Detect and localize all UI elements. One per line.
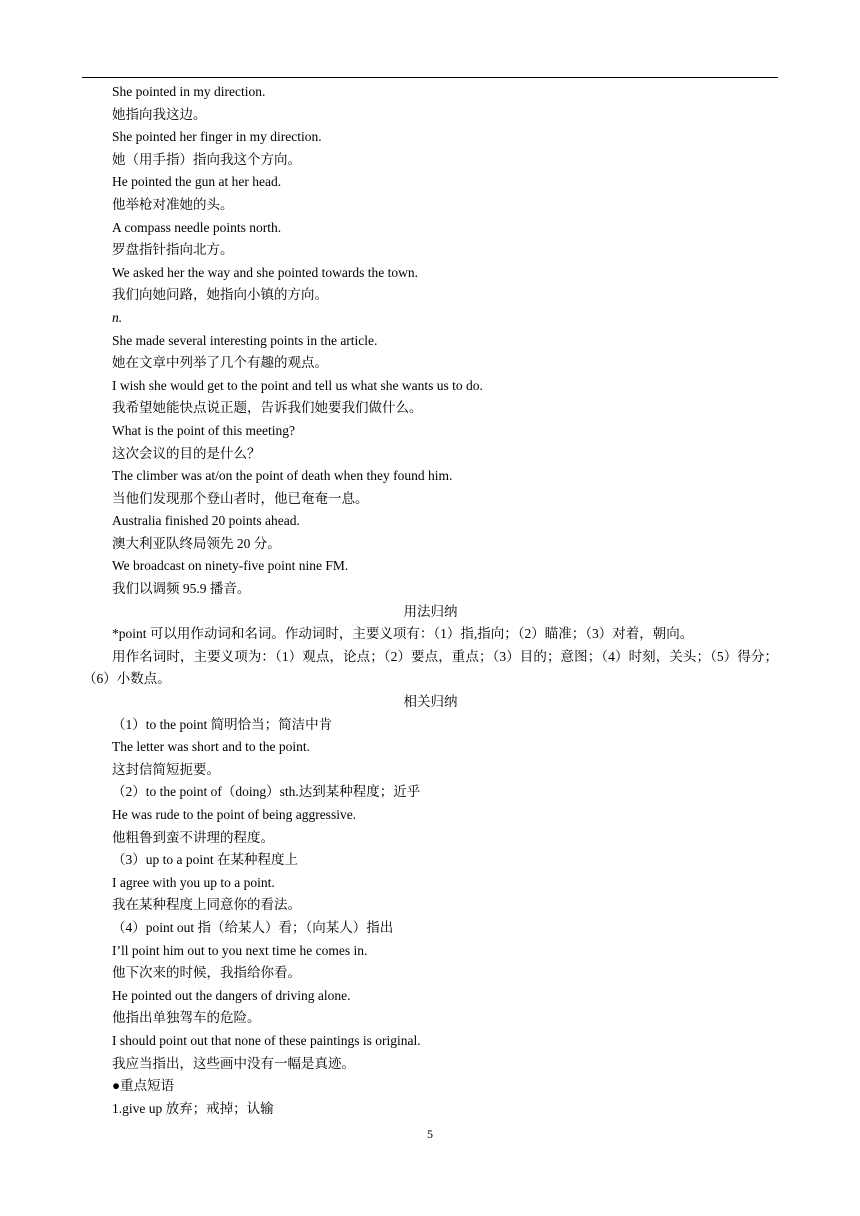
usage-paragraph: 用作名词时，主要义项为：（1）观点，论点；（2）要点，重点；（3）目的；意图；（4）时刻，关头；（5）得分；（6）小数点。 <box>83 648 778 687</box>
phrase-entry: 1.give up 放弃；戒掉；认输 <box>112 1100 274 1116</box>
example-translation: 她（用手指）指向我这个方向。 <box>112 151 301 167</box>
example-sentence: The letter was short and to the point. <box>112 739 310 755</box>
example-translation: 她指向我这边。 <box>112 106 207 122</box>
example-translation: 这封信简短扼要。 <box>112 761 220 777</box>
example-translation: 她在文章中列举了几个有趣的观点。 <box>112 355 328 371</box>
example-translation: 我们以调频 95.9 播音。 <box>112 581 251 597</box>
example-sentence: The climber was at/on the point of death when they found him. <box>112 468 453 484</box>
part-of-speech-label: n. <box>112 309 123 325</box>
example-translation: 我在某种程度上同意你的看法。 <box>112 897 301 913</box>
example-translation: 罗盘指针指向北方。 <box>112 242 234 258</box>
example-translation: 我们向她问路，她指向小镇的方向。 <box>112 287 328 303</box>
example-translation: 他下次来的时候，我指给你看。 <box>112 965 301 981</box>
example-translation: 他举枪对准她的头。 <box>112 196 234 212</box>
example-sentence: She pointed her finger in my direction. <box>112 129 322 145</box>
section-heading-usage: 用法归纳 <box>403 603 458 619</box>
document-body <box>83 81 778 1120</box>
example-translation: 他粗鲁到蛮不讲理的程度。 <box>112 829 274 845</box>
phrase-entry: （2）to the point of（doing）sth.达到某种程度；近乎 <box>112 784 421 800</box>
phrase-entry: （4）point out 指（给某人）看；（向某人）指出 <box>112 919 394 935</box>
example-sentence: He pointed out the dangers of driving alone. <box>112 987 351 1003</box>
header-rule <box>82 77 778 78</box>
example-sentence: She made several interesting points in the article. <box>112 332 378 348</box>
example-sentence: What is the point of this meeting? <box>112 422 295 438</box>
example-sentence: I agree with you up to a point. <box>112 874 275 890</box>
example-sentence: She pointed in my direction. <box>112 84 266 99</box>
example-sentence: Australia finished 20 points ahead. <box>112 513 300 529</box>
example-sentence: We asked her the way and she pointed towards the town. <box>112 264 418 280</box>
section-heading-related: 相关归纳 <box>403 694 458 710</box>
example-sentence: A compass needle points north. <box>112 219 282 235</box>
example-translation: 我希望她能快点说正题，告诉我们她要我们做什么。 <box>112 400 423 416</box>
example-sentence: I wish she would get to the point and tell us what she wants us to do. <box>112 377 483 393</box>
example-sentence: I should point out that none of these paintings is original. <box>112 1032 421 1048</box>
example-sentence: He pointed the gun at her head. <box>112 174 282 190</box>
section-heading-key-phrases: ●重点短语 <box>112 1078 175 1094</box>
example-translation: 这次会议的目的是什么？ <box>112 445 261 461</box>
phrase-entry: （3）up to a point 在某种程度上 <box>112 852 298 868</box>
usage-paragraph: *point 可以用作动词和名词。作动词时，主要义项有：（1）指,指向；（2）瞄准；（3）对着，朝向。 <box>112 626 694 642</box>
example-translation: 我应当指出，这些画中没有一幅是真迹。 <box>112 1055 355 1071</box>
page-number: 5 <box>427 1127 433 1141</box>
phrase-entry: （1）to the point 简明恰当；简洁中肯 <box>112 716 333 732</box>
example-translation: 澳大利亚队终局领先 20 分。 <box>112 535 281 551</box>
example-translation: 当他们发现那个登山者时，他已奄奄一息。 <box>112 490 369 506</box>
example-translation: 他指出单独驾车的危险。 <box>112 1010 261 1026</box>
example-sentence: We broadcast on ninety-five point nine FM. <box>112 558 349 574</box>
example-sentence: He was rude to the point of being aggressive. <box>112 807 357 822</box>
example-sentence: I’ll point him out to you next time he comes in. <box>112 942 368 958</box>
